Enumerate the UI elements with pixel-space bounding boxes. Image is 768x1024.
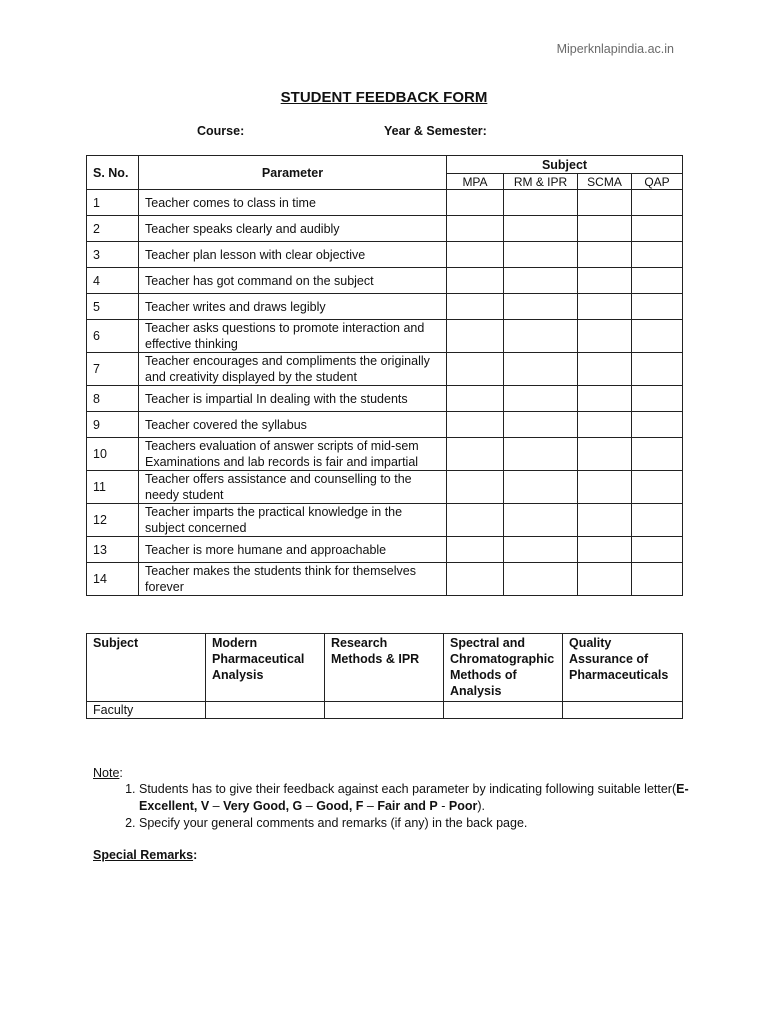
table-row <box>87 412 683 438</box>
row-parameter: Teacher comes to class in time <box>139 190 447 216</box>
faculty-cell-qap[interactable] <box>563 702 683 719</box>
rating-cell-mpa[interactable] <box>447 320 504 353</box>
row-number: 14 <box>87 563 139 596</box>
rating-cell-scma[interactable] <box>578 504 632 537</box>
table-row <box>87 242 683 268</box>
rating-cell-mpa[interactable] <box>447 353 504 386</box>
faculty-table <box>86 633 683 719</box>
rating-cell-rm-ipr[interactable] <box>504 471 578 504</box>
rating-cell-scma[interactable] <box>578 242 632 268</box>
rating-cell-qap[interactable] <box>632 216 683 242</box>
subject-col-mpa: MPA <box>447 174 504 190</box>
feedback-table <box>86 155 683 596</box>
note-item-1: 1. Students has to give their feedback against each parameter by indicating following suitable letter(E- Excellent, V – Very Good, G – Good, F – Fair and P - Poor). <box>139 781 693 815</box>
note-label: Note <box>93 766 120 780</box>
rating-cell-mpa[interactable] <box>447 438 504 471</box>
rating-cell-mpa[interactable] <box>447 386 504 412</box>
watermark: Miperknlapindia.ac.in <box>556 42 674 56</box>
row-number: 1 <box>87 190 139 216</box>
rating-cell-rm-ipr[interactable] <box>504 353 578 386</box>
rating-cell-rm-ipr[interactable] <box>504 320 578 353</box>
rating-cell-mpa[interactable] <box>447 268 504 294</box>
rating-cell-rm-ipr[interactable] <box>504 438 578 471</box>
rating-cell-scma[interactable] <box>578 190 632 216</box>
rating-cell-qap[interactable] <box>632 537 683 563</box>
rating-cell-mpa[interactable] <box>447 190 504 216</box>
faculty-cell-mpa[interactable] <box>206 702 325 719</box>
course-label: Course: <box>197 124 245 138</box>
table-row <box>87 386 683 412</box>
rating-cell-scma[interactable] <box>578 438 632 471</box>
rating-cell-rm-ipr[interactable] <box>504 563 578 596</box>
rating-cell-qap[interactable] <box>632 353 683 386</box>
rating-cell-scma[interactable] <box>578 268 632 294</box>
faculty-subject-label: Subject <box>87 634 206 702</box>
rating-cell-qap[interactable] <box>632 412 683 438</box>
table-row <box>87 353 683 386</box>
rating-cell-mpa[interactable] <box>447 216 504 242</box>
rating-cell-scma[interactable] <box>578 563 632 596</box>
row-parameter: Teacher offers assistance and counselling to the needy student <box>139 471 447 504</box>
rating-cell-mpa[interactable] <box>447 471 504 504</box>
rating-cell-rm-ipr[interactable] <box>504 242 578 268</box>
row-parameter: Teacher encourages and compliments the originally and creativity displayed by the student <box>139 353 447 386</box>
rating-cell-qap[interactable] <box>632 268 683 294</box>
rating-cell-mpa[interactable] <box>447 412 504 438</box>
subject-header: Subject <box>447 156 683 174</box>
rating-cell-rm-ipr[interactable] <box>504 190 578 216</box>
rating-cell-mpa[interactable] <box>447 504 504 537</box>
row-number: 3 <box>87 242 139 268</box>
note-section: Note: 1. Students has to give their feedback against each parameter by indicating following suitable letter(E- Excellent, V – Very Good, G – Good, F – Fair and P - Poor). 2. Specify your general comments and remarks (if any) in the back page. <box>93 766 693 832</box>
rating-cell-scma[interactable] <box>578 353 632 386</box>
table-row <box>87 471 683 504</box>
faculty-cell-scma[interactable] <box>444 702 563 719</box>
sno-header: S. No. <box>87 156 139 190</box>
faculty-subject-mpa: Modern Pharmaceutical Analysis <box>206 634 325 702</box>
row-parameter: Teacher is more humane and approachable <box>139 537 447 563</box>
table-row <box>87 216 683 242</box>
table-row <box>87 320 683 353</box>
row-parameter: Teacher plan lesson with clear objective <box>139 242 447 268</box>
row-parameter: Teacher is impartial In dealing with the students <box>139 386 447 412</box>
subject-col-qap: QAP <box>632 174 683 190</box>
row-parameter: Teacher makes the students think for themselves forever <box>139 563 447 596</box>
subject-col-scma: SCMA <box>578 174 632 190</box>
row-number: 12 <box>87 504 139 537</box>
rating-cell-rm-ipr[interactable] <box>504 294 578 320</box>
table-row <box>87 563 683 596</box>
row-parameter: Teacher imparts the practical knowledge in the subject concerned <box>139 504 447 537</box>
rating-cell-scma[interactable] <box>578 537 632 563</box>
rating-cell-scma[interactable] <box>578 386 632 412</box>
rating-cell-rm-ipr[interactable] <box>504 268 578 294</box>
row-parameter: Teacher speaks clearly and audibly <box>139 216 447 242</box>
parameter-header: Parameter <box>139 156 447 190</box>
rating-cell-rm-ipr[interactable] <box>504 386 578 412</box>
row-parameter: Teacher writes and draws legibly <box>139 294 447 320</box>
row-number: 6 <box>87 320 139 353</box>
special-remarks: Special Remarks: <box>93 848 198 862</box>
rating-cell-rm-ipr[interactable] <box>504 537 578 563</box>
row-number: 9 <box>87 412 139 438</box>
row-parameter: Teacher has got command on the subject <box>139 268 447 294</box>
table-row <box>87 504 683 537</box>
row-number: 13 <box>87 537 139 563</box>
rating-cell-scma[interactable] <box>578 216 632 242</box>
faculty-subject-scma: Spectral and Chromatographic Methods of Analysis <box>444 634 563 702</box>
faculty-label: Faculty <box>87 702 206 719</box>
table-row <box>87 294 683 320</box>
table-row <box>87 438 683 471</box>
rating-cell-qap[interactable] <box>632 471 683 504</box>
rating-cell-scma[interactable] <box>578 471 632 504</box>
rating-cell-mpa[interactable] <box>447 537 504 563</box>
rating-cell-mpa[interactable] <box>447 294 504 320</box>
row-number: 5 <box>87 294 139 320</box>
table-row <box>87 190 683 216</box>
faculty-subject-qap: Quality Assurance of Pharmaceuticals <box>563 634 683 702</box>
rating-cell-mpa[interactable] <box>447 563 504 596</box>
note-item-2: 2. Specify your general comments and remarks (if any) in the back page. <box>139 815 693 832</box>
rating-cell-rm-ipr[interactable] <box>504 412 578 438</box>
rating-cell-qap[interactable] <box>632 190 683 216</box>
rating-cell-qap[interactable] <box>632 504 683 537</box>
rating-cell-rm-ipr[interactable] <box>504 504 578 537</box>
row-number: 11 <box>87 471 139 504</box>
row-parameter: Teachers evaluation of answer scripts of mid-sem Examinations and lab records is fair and impartial <box>139 438 447 471</box>
row-number: 10 <box>87 438 139 471</box>
row-number: 4 <box>87 268 139 294</box>
rating-cell-qap[interactable] <box>632 294 683 320</box>
table-row <box>87 537 683 563</box>
rating-cell-rm-ipr[interactable] <box>504 216 578 242</box>
row-number: 2 <box>87 216 139 242</box>
faculty-subject-rm-ipr: Research Methods & IPR <box>325 634 444 702</box>
rating-cell-qap[interactable] <box>632 242 683 268</box>
faculty-cell-rm-ipr[interactable] <box>325 702 444 719</box>
rating-cell-scma[interactable] <box>578 294 632 320</box>
rating-cell-qap[interactable] <box>632 563 683 596</box>
rating-cell-mpa[interactable] <box>447 242 504 268</box>
row-parameter: Teacher asks questions to promote interaction and effective thinking <box>139 320 447 353</box>
rating-cell-scma[interactable] <box>578 412 632 438</box>
row-parameter: Teacher covered the syllabus <box>139 412 447 438</box>
row-number: 8 <box>87 386 139 412</box>
special-remarks-label: Special Remarks <box>93 848 194 862</box>
rating-cell-qap[interactable] <box>632 438 683 471</box>
year-semester-label: Year & Semester: <box>384 124 487 138</box>
rating-cell-qap[interactable] <box>632 386 683 412</box>
subject-col-rm-ipr: RM & IPR <box>504 174 578 190</box>
row-number: 7 <box>87 353 139 386</box>
form-title: STUDENT FEEDBACK FORM <box>280 89 488 106</box>
table-row <box>87 268 683 294</box>
rating-cell-scma[interactable] <box>578 320 632 353</box>
rating-cell-qap[interactable] <box>632 320 683 353</box>
